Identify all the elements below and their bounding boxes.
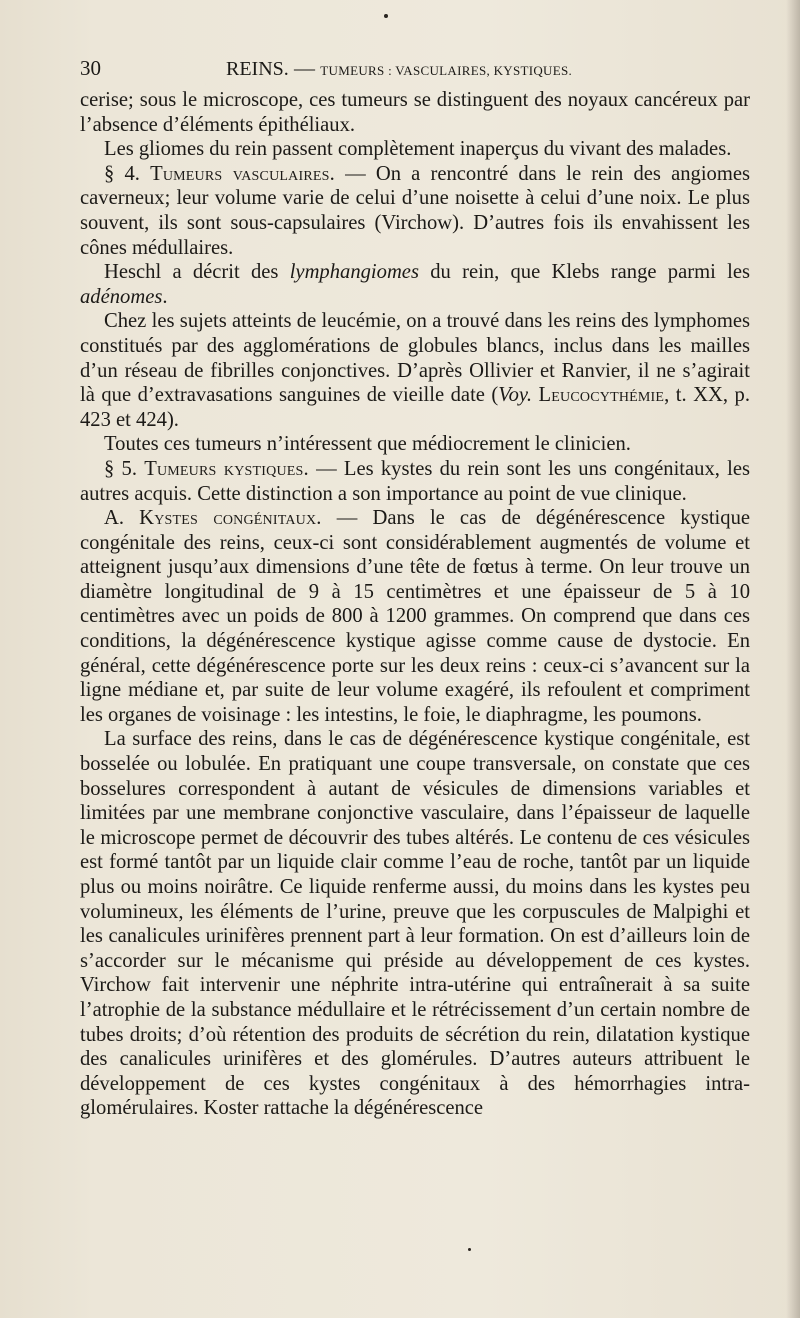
paragraph-text: — On a rencontré dans le rein des angiomes caverneux; leur volume varie de celui d’une noisette à celui d’une noix. Le plus souvent, ils sont sous-capsulaires (Virchow). D’autres fois ils envahissent les cônes médullaires. [80, 162, 751, 259]
subsection-label: A. [104, 507, 140, 530]
paragraph-5 [80, 309, 750, 432]
cross-reference: Leucocythémie [538, 384, 665, 407]
running-title-main: REINS. [226, 58, 289, 80]
paragraph-7-cystic-tumors [80, 457, 750, 506]
paragraph-text: — Les kystes du rein sont les uns congénitaux, les autres acquis. Cette distinction a son importance au point de vue clinique. [80, 457, 750, 505]
ink-speck [468, 1248, 471, 1251]
section-heading: Tumeurs vasculaires. [150, 162, 335, 185]
text-run: , t. XX, p. 423 et 424). [80, 384, 750, 431]
paragraph-9: La surface des reins, dans le cas de dégénérescence kystique congénitale, est bosselée ou lobulée. En pratiquant une coupe transversale, on constate que ces bosselures correspondent à autant de vésicules de dimensions variables et limitées par une membrane conjonctive vasculaire, dans l’épaisseur de laquelle le microscope permet de découvrir des tubes altérés. Le contenu de ces vésicules est formé tantôt par un liquide clair comme l’eau de roche, tantôt par un liquide plus ou moins noirâtre. Ce liquide renferme aussi, du moins dans les kystes peu volumineux, les éléments de l’urine, preuve que les corpuscules de Malpighi et les canalicules urinifères prennent part à leur formation. On est d’ailleurs loin de s’accorder sur le mécanisme qui préside au développement de ces kystes. Virchow fait intervenir une néphrite intra-utérine qui entraînerait à sa suite l’atrophie de la substance médullaire et le rétrécissement d’un certain nombre de tubes droits; d’où rétention des produits de sécrétion du rein, dilatation kystique des canalicules urinifères et des glomérules. D’autres auteurs attribuent le développement de ces kystes congénitaux à des hémorrhagies intra-glomérulaires. Koster rattache la dégénérescence [80, 728, 750, 1120]
paragraph-8-congenital-cysts [80, 506, 750, 727]
running-title-sub: TUMEURS : VASCULAIRES, KYSTIQUES. [320, 63, 573, 78]
running-header [80, 56, 748, 82]
text-run: du rein, que Klebs range parmi les [418, 261, 750, 284]
italic-term: lymphangiomes [289, 261, 419, 284]
section-number: § 5. [104, 457, 145, 480]
running-title [226, 56, 572, 81]
paragraph-2: Les gliomes du rein passent complètement inaperçus du vivant des malades. [104, 138, 732, 161]
text-run: Heschl a décrit des [104, 261, 290, 284]
page-edge-shadow [786, 0, 800, 1318]
paragraph-6: Toutes ces tumeurs n’intéressent que médiocrement le clinicien. [104, 433, 631, 456]
paragraph-3-vascular-tumors [80, 162, 750, 260]
text-run: . [162, 285, 168, 308]
text-run: Chez les sujets atteints de leucémie, on a trouvé dans les reins des lymphomes constitués par des agglomérations de globules blancs, inclus dans les mailles d’un réseau de fibrilles conjonctives. D’après Ollivier et Ranvier, il ne s’agirait là que d’extravasations sanguines de vieille date ( [80, 310, 750, 407]
subsection-heading: Kystes congénitaux. [139, 507, 322, 530]
running-title-dash: — [288, 56, 321, 80]
italic-term: adénomes [80, 285, 163, 308]
paragraph-1: cerise; sous le microscope, ces tumeurs se distinguent des noyaux cancéreux par l’absence d’éléments épithéliaux. [80, 89, 750, 136]
italic-term: Voy. [498, 384, 533, 407]
ink-speck [384, 14, 388, 18]
paragraph-4 [80, 260, 750, 309]
section-heading: Tumeurs kystiques. [144, 457, 309, 480]
page-number: 30 [80, 56, 101, 80]
body-text [80, 88, 750, 1121]
paragraph-text: — Dans le cas de dégénérescence kystique congénitale des reins, ceux-ci sont considérablement augmentés de volume et atteignent jusqu’aux dimensions d’une tête de fœtus à terme. On leur trouve un diamètre longitudinal de 9 à 15 centimètres et une épaisseur de 5 à 10 centimètres avec un poids de 800 à 1200 grammes. On comprend que dans ces conditions, la dégénérescence kystique agisse comme cause de dystocie. En général, cette dégénérescence porte sur les deux reins : ceux-ci s’avancent sur la ligne médiane et, par suite de leur volume exagéré, ils refoulent et compriment les organes de voisinage : les intestins, le foie, le diaphragme, les poumons. [80, 507, 751, 726]
section-number: § 4. [104, 162, 151, 185]
